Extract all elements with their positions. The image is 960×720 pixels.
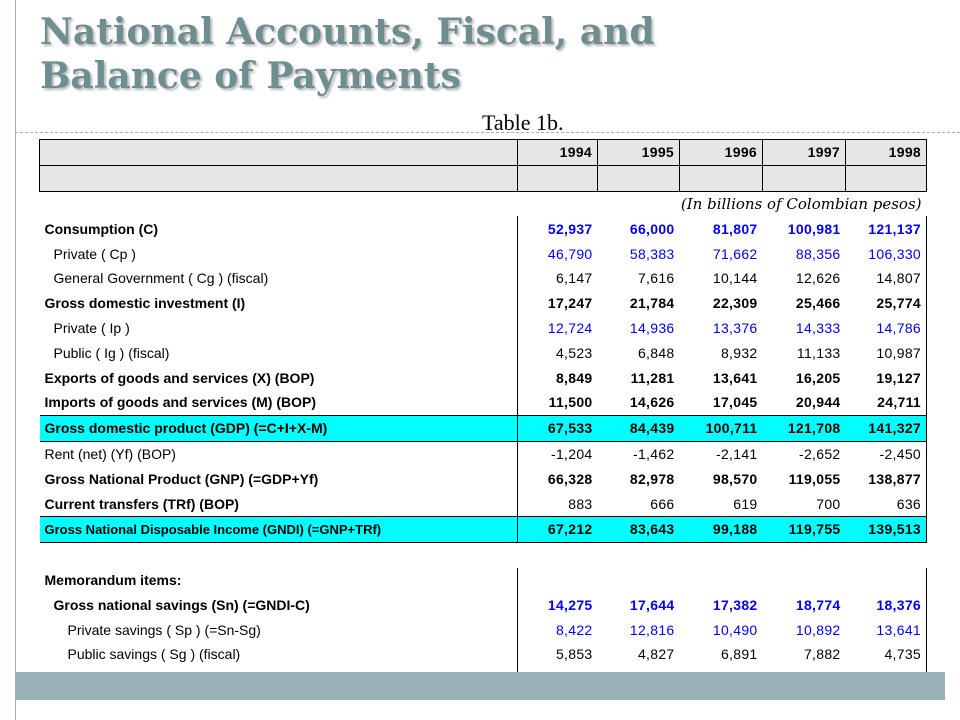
value-cell: 11,133 [796, 344, 841, 361]
value-cell: 24,711 [846, 390, 927, 415]
value-cell: 14,786 [846, 316, 927, 341]
value-cell: 4,827 [637, 646, 675, 663]
year-header: 1994 [518, 140, 598, 166]
value-cell: 121,137 [846, 216, 927, 241]
value-cell: 12,626 [795, 270, 841, 287]
table-row [40, 340, 927, 365]
value-cell: 13,641 [712, 369, 758, 386]
row-label: General Government ( Cg ) (fiscal) [40, 266, 518, 291]
value-cell: 14,936 [629, 319, 675, 336]
value-cell: 141,327 [846, 415, 927, 441]
value-cell: 100,981 [787, 220, 841, 237]
row-label: Private ( Cp ) [40, 241, 518, 266]
memo-heading: Memorandum items: [40, 568, 518, 593]
value-cell: 66,000 [629, 220, 675, 237]
value-cell: 20,944 [795, 394, 841, 411]
value-cell: 121,708 [763, 415, 846, 441]
value-cell: 119,055 [788, 470, 841, 487]
table-row-highlighted [40, 516, 927, 542]
value-cell: 88,356 [795, 245, 841, 262]
value-cell: -2,652 [799, 445, 841, 462]
table-row [40, 466, 927, 491]
table-row [40, 592, 927, 617]
value-cell: 19,127 [846, 365, 927, 390]
value-cell: 5,853 [555, 646, 593, 663]
row-label: Gross National Product (GNP) (=GDP+Yf) [40, 466, 518, 491]
value-cell: 8,932 [720, 344, 758, 361]
table-row [40, 642, 927, 667]
value-cell: 17,247 [547, 295, 593, 312]
value-cell: 13,641 [846, 617, 927, 642]
value-cell: 14,626 [629, 394, 675, 411]
value-cell: 7,616 [637, 270, 675, 287]
value-cell: 84,439 [598, 415, 680, 441]
value-cell: 11,281 [630, 369, 675, 386]
table-row [40, 441, 927, 466]
value-cell: 82,978 [629, 470, 675, 487]
value-cell: 14,333 [795, 319, 841, 336]
value-cell: 21,784 [629, 295, 675, 312]
table-row [40, 617, 927, 642]
value-cell: 636 [846, 491, 927, 516]
accounts-table [39, 139, 926, 692]
value-cell: 10,892 [795, 621, 841, 638]
row-label: Exports of goods and services (X) (BOP) [40, 365, 518, 390]
header-label-cell [40, 140, 518, 166]
table-row [40, 216, 927, 241]
row-label: Gross national savings (Sn) (=GNDI-C) [40, 592, 518, 617]
row-label: Imports of goods and services (M) (BOP) [40, 390, 518, 415]
value-cell: -2,141 [716, 445, 758, 462]
table-row-highlighted [40, 415, 927, 441]
value-cell: 83,643 [598, 516, 680, 542]
memo-heading-row [40, 568, 927, 593]
value-cell: 700 [816, 495, 841, 512]
table-row [40, 291, 927, 316]
value-cell: 10,490 [712, 621, 758, 638]
header-blank-row [40, 165, 927, 191]
value-cell: 17,382 [712, 596, 758, 613]
row-label: Private ( Ip ) [40, 316, 518, 341]
slide-footer-bar [15, 672, 945, 700]
value-cell: 10,144 [712, 270, 758, 287]
value-cell: -1,462 [633, 445, 675, 462]
table-row [40, 365, 927, 390]
value-cell: 25,774 [846, 291, 927, 316]
value-cell: 883 [568, 495, 593, 512]
table-row [40, 316, 927, 341]
table-row [40, 266, 927, 291]
value-cell: 58,383 [629, 245, 675, 262]
table-caption: Table 1b. [482, 110, 564, 135]
value-cell: 12,724 [547, 319, 593, 336]
row-label: Rent (net) (Yf) (BOP) [40, 441, 518, 466]
value-cell: 52,937 [547, 220, 593, 237]
value-cell: 106,330 [846, 241, 927, 266]
year-header: 1997 [763, 140, 846, 166]
value-cell: -2,450 [846, 441, 927, 466]
value-cell: 12,816 [629, 621, 675, 638]
value-cell: 10,987 [846, 340, 927, 365]
value-cell: 67,212 [518, 516, 598, 542]
row-label: Consumption (C) [40, 216, 518, 241]
slide-title-line-1: National Accounts, Fiscal, and [40, 11, 655, 53]
row-label: Gross National Disposable Income (GNDI) (=GNP+TRf) [40, 516, 518, 542]
value-cell: 18,376 [846, 592, 927, 617]
value-cell: 17,644 [629, 596, 675, 613]
spacer-row [40, 542, 927, 567]
row-label: Gross domestic investment (I) [40, 291, 518, 316]
row-label: Public ( Ig ) (fiscal) [40, 340, 518, 365]
value-cell: 119,755 [763, 516, 846, 542]
value-cell: 14,807 [846, 266, 927, 291]
table-row [40, 390, 927, 415]
value-cell: 22,309 [712, 295, 758, 312]
value-cell: 98,570 [712, 470, 758, 487]
value-cell: 11,500 [548, 394, 593, 411]
value-cell: 99,188 [680, 516, 763, 542]
value-cell: 6,147 [555, 270, 593, 287]
row-label: Private savings ( Sp ) (=Sn-Sg) [40, 617, 518, 642]
value-cell: 18,774 [795, 596, 841, 613]
value-cell: 81,807 [712, 220, 758, 237]
value-cell: 13,376 [712, 319, 758, 336]
value-cell: -1,204 [551, 445, 593, 462]
year-header: 1996 [680, 140, 763, 166]
unit-note-row [40, 191, 927, 216]
value-cell: 66,328 [547, 470, 593, 487]
value-cell: 4,735 [846, 642, 927, 667]
value-cell: 138,877 [846, 466, 927, 491]
value-cell: 666 [650, 495, 675, 512]
unit-note: (In billions of Colombian pesos) [680, 194, 922, 213]
value-cell: 17,045 [712, 394, 758, 411]
value-cell: 25,466 [795, 295, 841, 312]
value-cell: 16,205 [795, 369, 841, 386]
table-row [40, 491, 927, 516]
value-cell: 100,711 [680, 415, 763, 441]
slide-title [40, 10, 800, 98]
year-header-row [40, 140, 927, 166]
value-cell: 6,848 [637, 344, 675, 361]
value-cell: 4,523 [555, 344, 593, 361]
value-cell: 7,882 [803, 646, 841, 663]
value-cell: 14,275 [547, 596, 593, 613]
value-cell: 71,662 [712, 245, 758, 262]
row-label: Gross domestic product (GDP) (=C+I+X-M) [40, 415, 518, 441]
slide-title-line-2: Balance of Payments [40, 55, 461, 97]
value-cell: 6,891 [720, 646, 758, 663]
year-header: 1995 [598, 140, 680, 166]
value-cell: 46,790 [547, 245, 593, 262]
row-label: Current transfers (TRf) (BOP) [40, 491, 518, 516]
year-header: 1998 [846, 140, 927, 166]
slide-left-rule [15, 0, 16, 720]
value-cell: 139,513 [846, 516, 927, 542]
value-cell: 8,422 [555, 621, 593, 638]
table-row [40, 241, 927, 266]
value-cell: 8,849 [555, 369, 593, 386]
row-label: Public savings ( Sg ) (fiscal) [40, 642, 518, 667]
value-cell: 67,533 [518, 415, 598, 441]
value-cell: 619 [733, 495, 758, 512]
